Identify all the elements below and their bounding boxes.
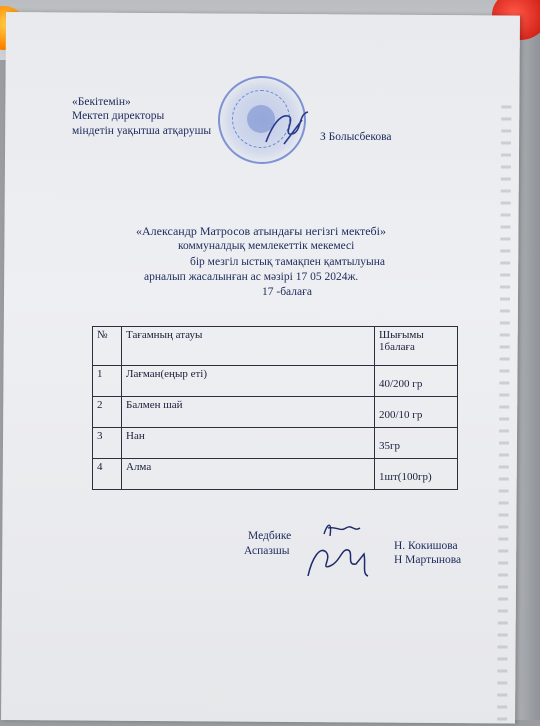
approval-acting: міндетін уақытша атқарушы — [72, 125, 212, 137]
title-line-3: бір мезгіл ыстық тамақпен қамтылуына — [190, 256, 385, 268]
row-yield — [375, 459, 458, 490]
table-row — [93, 366, 458, 397]
row-yield-value: 200/10 гр — [379, 409, 423, 421]
table-row — [93, 459, 458, 490]
row-name: Алма — [122, 459, 375, 490]
row-yield-value: 35гр — [379, 440, 401, 452]
row-yield-value: 40/200 гр — [379, 378, 423, 390]
row-no: 2 — [93, 397, 122, 428]
cook-name: Н Мартынова — [394, 554, 462, 566]
row-name: Нан — [122, 428, 375, 459]
table-header-row — [93, 327, 458, 366]
nurse-name: Н. Кокишова — [394, 540, 458, 552]
cook-role: Аспазшы — [244, 545, 290, 557]
approval-heading: «Бекітемін» — [72, 96, 131, 108]
title-line-1: «Александр Матросов атындағы негізгі мектебі» — [136, 224, 386, 238]
row-name: Лағман(еңыр еті) — [122, 366, 375, 397]
row-no: 1 — [93, 366, 122, 397]
row-yield — [375, 366, 458, 397]
row-yield — [375, 397, 458, 428]
director-signature — [262, 106, 312, 150]
header-name: Тағамның атауы — [122, 327, 375, 366]
nurse-role: Медбике — [248, 530, 292, 542]
table-row — [93, 397, 458, 428]
row-no: 3 — [93, 428, 122, 459]
menu-table — [92, 326, 458, 490]
approval-director: Мектеп директоры — [72, 110, 165, 122]
director-name: З Болысбекова — [320, 131, 392, 143]
row-name: Балмен шай — [122, 397, 375, 428]
table-row — [93, 428, 458, 459]
title-line-4: арналып жасалынған ас мәзірі 17 05 2024ж. — [144, 271, 359, 283]
row-no: 4 — [93, 459, 122, 490]
staff-signatures — [302, 518, 382, 582]
title-line-2: коммуналдық мемлекеттік мекемесі — [178, 240, 355, 252]
row-yield-value: 1шт(100гр) — [379, 471, 432, 483]
title-line-5: 17 -балаға — [262, 286, 312, 298]
sleeve-perforation — [497, 105, 511, 725]
row-yield — [375, 428, 458, 459]
header-yield: Шығымы 1балаға — [375, 327, 458, 366]
header-no: № — [93, 327, 122, 366]
